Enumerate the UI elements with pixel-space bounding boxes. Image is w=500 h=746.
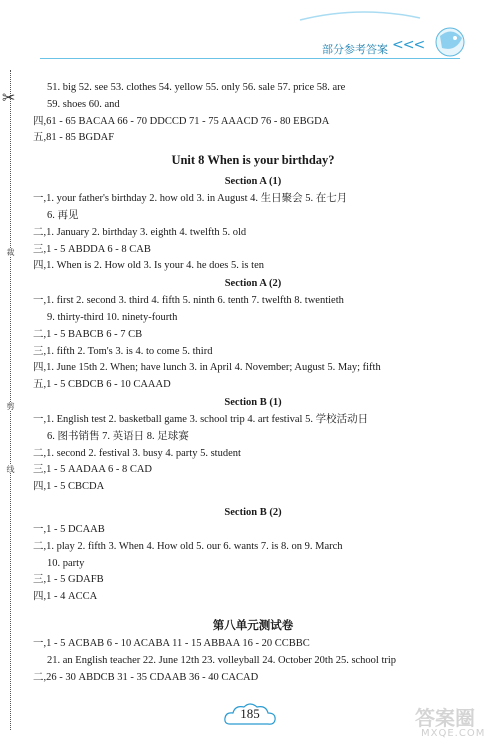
header-title: 部分参考答案 [322,43,388,56]
answer-line: 51. big 52. see 53. clothes 54. yellow 55. only 56. sale 57. price 58. are [47,82,346,93]
answer-line: 五,81 - 85 BGDAF [33,132,115,144]
unit-title: Unit 8 When is your birthday? [171,153,335,168]
answer-line: 6. 图书销售 7. 英语日 8. 足球赛 [47,430,189,442]
side-label-bottom: 线 [6,465,15,473]
answer-line: 三,1 - 5 ABDDA 6 - 8 CAB [33,243,151,255]
header-decoration [0,0,500,70]
header-arrows-icon: <<< [392,37,425,53]
answer-line: 三,1 - 5 GDAFB [33,574,104,586]
answer-line: 一,1. your father's birthday 2. how old 3. in August 4. 生日聚会 5. 在七月 [33,193,348,205]
answer-line: 10. party [47,557,85,569]
answer-line: 9. thirty-third 10. ninety-fourth [47,311,178,323]
answer-line: 四,1. When is 2. How old 3. Is your 4. he does 5. is ten [33,260,264,272]
answer-line: 二,26 - 30 ABDCB 31 - 35 CDAAB 36 - 40 CACAD [33,671,259,683]
section-title: Section A (1) [224,176,282,188]
answer-content [33,80,473,686]
answer-line: 五,1 - 5 CBDCB 6 - 10 CAAAD [33,379,171,391]
answer-line: 二,1. January 2. birthday 3. eighth 4. twelfth 5. old [33,226,247,238]
answer-line: 四,61 - 65 BACAA 66 - 70 DDCCD 71 - 75 AAACD 76 - 80 EBGDA [33,115,330,127]
answer-line: 二,1 - 5 BABCB 6 - 7 CB [33,328,143,340]
page-number-badge [222,700,278,730]
section-title: Section A (2) [224,278,282,290]
answer-line: 二,1. play 2. fifth 3. When 4. How old 5. our 6. wants 7. is 8. on 9. March [33,540,343,552]
section-title: Section B (1) [224,396,282,408]
answer-line: 四,1 - 4 ACCA [33,591,98,603]
test-title: 第八单元测试卷 [212,617,294,632]
page-number: 185 [240,706,260,721]
cut-line [10,70,11,730]
answer-line: 三,1 - 5 AADAA 6 - 8 CAD [33,464,152,476]
answer-line: 一,1 - 5 DCAAB [33,523,105,535]
scissors-icon: ✂ [2,88,16,107]
side-label-middle: 剪 [6,402,15,410]
answer-line: 一,1. first 2. second 3. third 4. fifth 5. ninth 6. tenth 7. twelfth 8. twentieth [33,295,344,307]
answer-line: 21. an English teacher 22. June 12th 23. volleyball 24. October 20th 25. school trip [47,654,397,666]
answer-line: 四,1. June 15th 2. When; have lunch 3. in April 4. November; August 5. May; fifth [33,362,381,374]
answer-line: 一,1. English test 2. basketball game 3. school trip 4. art festival 5. 学校活动日 [33,413,369,425]
answer-line: 三,1. fifth 2. Tom's 3. is 4. to come 5. third [33,345,213,357]
header-rule [40,58,460,59]
answer-line: 6. 再见 [47,209,79,221]
answer-line: 二,1. second 2. festival 3. busy 4. party 5. student [33,447,241,459]
answer-line: 一,1 - 5 ACBAB 6 - 10 ACABA 11 - 15 ABBAA 16 - 20 CCBBC [33,637,310,649]
watermark-logo: 答案圈 MXQE.COM [415,706,486,739]
side-label-top: 裁 [6,248,15,256]
answer-line: 四,1 - 5 CBCDA [33,481,105,493]
answer-line: 59. shoes 60. and [47,98,120,110]
section-title: Section B (2) [224,506,282,518]
page-header [0,0,500,70]
